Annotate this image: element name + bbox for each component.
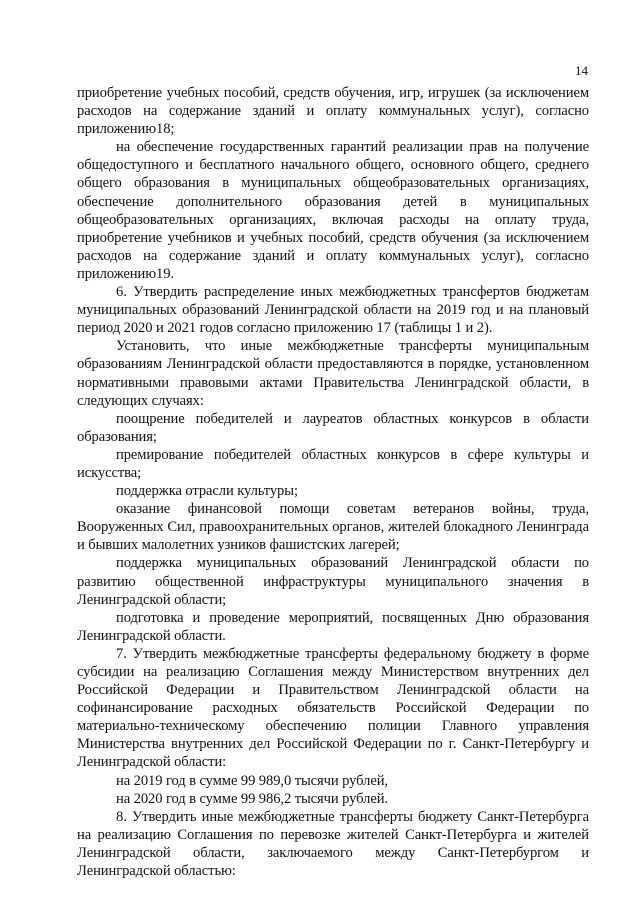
paragraph: поддержка отрасли культуры; <box>116 483 298 500</box>
page-number: 14 <box>575 63 588 78</box>
paragraph: приобретение учебных пособий, средств обучения, игр, игрушек (за исключением расходов на содержание зданий и оплату коммунальных услуг), согласно приложению18; <box>77 85 589 138</box>
paragraph: на обеспечение государственных гарантий реализации прав на получение общедоступного и бесплатного начального общего, основного общего, среднего общего образования в муниципальных общеобразовательных организациях, обеспечение дополнительного образования детей в муниципальных общеобразовательных организациях, включая расходы на оплату труда, приобретение учебников и учебных пособий, средств обучения (за исключением расходов на содержание зданий и оплату коммунальных услуг), согласно приложению19. <box>77 139 589 282</box>
paragraph: на 2020 год в сумме 99 986,2 тысячи рублей. <box>116 790 388 807</box>
paragraph: поощрение победителей и лауреатов областных конкурсов в области образования; <box>77 410 589 445</box>
document-body <box>77 84 589 880</box>
paragraph: 6. Утвердить распределение иных межбюджетных трансфертов бюджетам муниципальных образований Ленинградской области на 2019 год и на плановый период 2020 и 2021 годов согласно приложению 17 (таблицы 1 и 2). <box>77 284 589 337</box>
paragraph: на 2019 год в сумме 99 989,0 тысячи рублей, <box>116 772 388 789</box>
paragraph: Установить, что иные межбюджетные трансферты муниципальным образованиям Ленинградской области предоставляются в порядке, установленном нормативными правовыми актами Правительства Ленинградской области, в следующих случаях: <box>77 338 589 409</box>
paragraph: премирование победителей областных конкурсов в сфере культуры и искусства; <box>77 446 589 481</box>
paragraph: 8. Утвердить иные межбюджетные трансферты бюджету Санкт-Петербурга на реализацию Соглашения по перевозке жителей Санкт-Петербурга и жителей Ленинградской области, заключаемого между Санкт-Петербургом и Ленинградской областью: <box>77 808 589 880</box>
paragraph: поддержка муниципальных образований Ленинградской области по развитию общественной инфраструктуры муниципального значения в Ленинградской области; <box>77 555 589 608</box>
paragraph: оказание финансовой помощи советам ветеранов войны, труда, Вооруженных Сил, правоохранительных органов, жителей блокадного Ленинграда и бывших малолетних узников фашистских лагерей; <box>77 501 589 554</box>
paragraph: 7. Утвердить межбюджетные трансферты федеральному бюджету в форме субсидии на реализацию Соглашения между Министерством внутренних дел Российской Федерации и Правительством Ленинградской области на софинансирование расходных обязательств Российской Федерации по материально-техническому обеспечению полиции Главного управления Министерства внутренних дел Российской Федерации по г. Санкт-Петербургу и Ленинградской области: <box>77 645 589 771</box>
paragraph: подготовка и проведение мероприятий, посвященных Дню образования Ленинградской области. <box>77 609 589 644</box>
